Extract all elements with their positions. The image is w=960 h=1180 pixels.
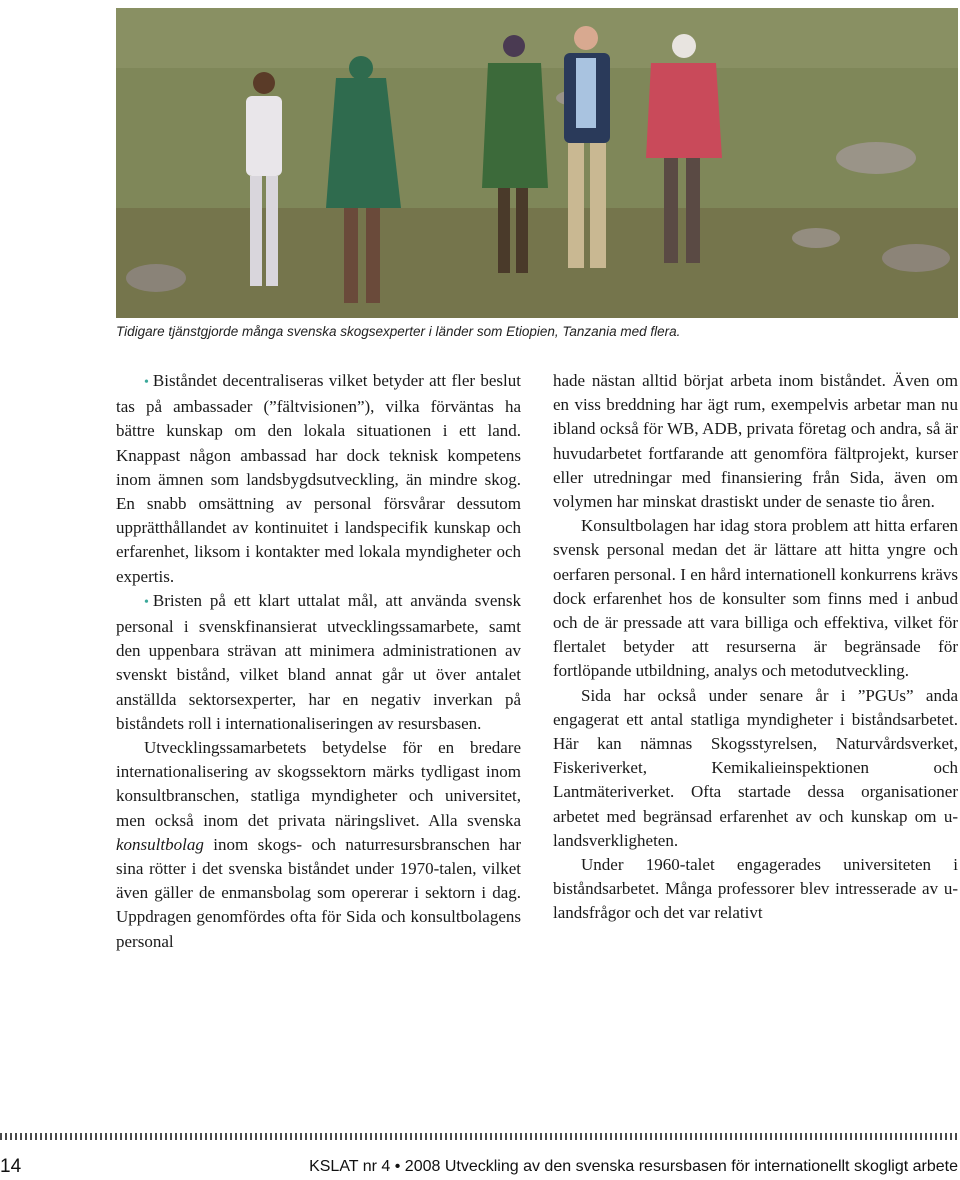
right-paragraph-4: Under 1960-talet engagerades universiteten i biståndsarbetet. Många professorer blev intresserade av u-landsfrågor och det var relativt	[553, 855, 958, 923]
left-paragraph-3-text-a: Utvecklingssamarbetets betydelse för en bredare internationalisering av skogssektorn märks tydligast inom konsultbranschen, statliga myndigheter och universitet, men också inom det privata näringslivet. Alla svenska	[116, 738, 521, 830]
footer-rule	[0, 1133, 960, 1140]
left-paragraph-1	[116, 369, 521, 589]
photo-caption: Tidigare tjänstgjorde många svenska skogsexperter i länder som Etiopien, Tanzania med flera.	[116, 324, 681, 339]
field-photo	[116, 8, 958, 318]
photo-illustration	[116, 8, 958, 318]
right-column	[553, 369, 958, 926]
bullet-icon: •	[144, 375, 149, 390]
left-paragraph-2	[116, 589, 521, 736]
page-number: 14	[0, 1156, 22, 1177]
footer-text: KSLAT nr 4 • 2008 Utveckling av den svenska resursbasen för internationellt skogligt arbete	[309, 1158, 958, 1175]
left-paragraph-3	[116, 736, 521, 954]
right-paragraph-1: hade nästan alltid börjat arbeta inom biståndet. Även om en viss breddning har ägt rum, exempelvis arbetar man nu ibland också för WB, ADB, privata företag och andra, så är huvudarbetet fortfarande att genomföra fältprojekt, kurser eller utredningar med finansiering från Sida, även om volymen har minskat drastiskt under de senaste tio åren.	[553, 371, 958, 512]
right-paragraph-2: Konsultbolagen har idag stora problem att hitta erfaren svensk personal medan det är lättare att hitta yngre och oerfaren personal. I en hård internationell konkurrens krävs dock erfarenhet hos de konsulter som finns med i anbud och de är pressade att vara billiga och effektiva, vilket för flertalet betyder att resurserna är begränsade för fortlöpande utbildning, analys och metodutveckling.	[553, 516, 958, 681]
bullet-icon: •	[144, 594, 149, 610]
left-paragraph-3-emphasis: konsultbolag	[116, 834, 204, 854]
left-paragraph-2-text: Bristen på ett klart uttalat mål, att använda svensk personal i svenskfinansierat utvecklingssamarbete, samt den uppenbara strävan att minimera administrationen av svenskt bistånd, vilket bland annat går ut över antalet anställda sektorsexperter, har en negativ inverkan på biståndets roll i internationaliseringen av resursbasen.	[116, 590, 521, 733]
right-paragraph-3: Sida har också under senare år i ”PGUs” anda engagerat ett antal statliga myndigheter i biståndsarbetet. Här kan nämnas Skogsstyrelsen, Naturvårdsverket, Fiskeriverket, Kemikalieinspektionen och Lantmäteriverket. Ofta startade dessa organisationer arbetet med begränsad erfarenhet av och kunskap om u-landsverkligheten.	[553, 685, 958, 850]
left-paragraph-3-text-b: inom skogs- och naturresursbranschen har sina rötter i det svenska biståndet under 1970-talen, vilket även gäller de enmansbolag som opererar i sektorn i dag. Uppdragen genomfördes ofta för Sida och konsultbolagens personal	[116, 834, 521, 951]
left-column	[116, 369, 521, 954]
left-paragraph-1-text: Biståndet decentraliseras vilket betyder att fler beslut tas på ambassader (”fältvisionen”), vilka förväntas ha bättre kunskap om den lokala situationen i ett land. Knappast någon ambassad har dock teknisk kompetens inom ämnen som landsbygdsutveckling, än mindre skog. En snabb omsättning av personal försvårar dessutom upprätthållandet av kontinuitet i landspecifik kunskap och erfarenhet, liksom i kontakter med lokala myndigheter och expertis.	[116, 371, 521, 586]
